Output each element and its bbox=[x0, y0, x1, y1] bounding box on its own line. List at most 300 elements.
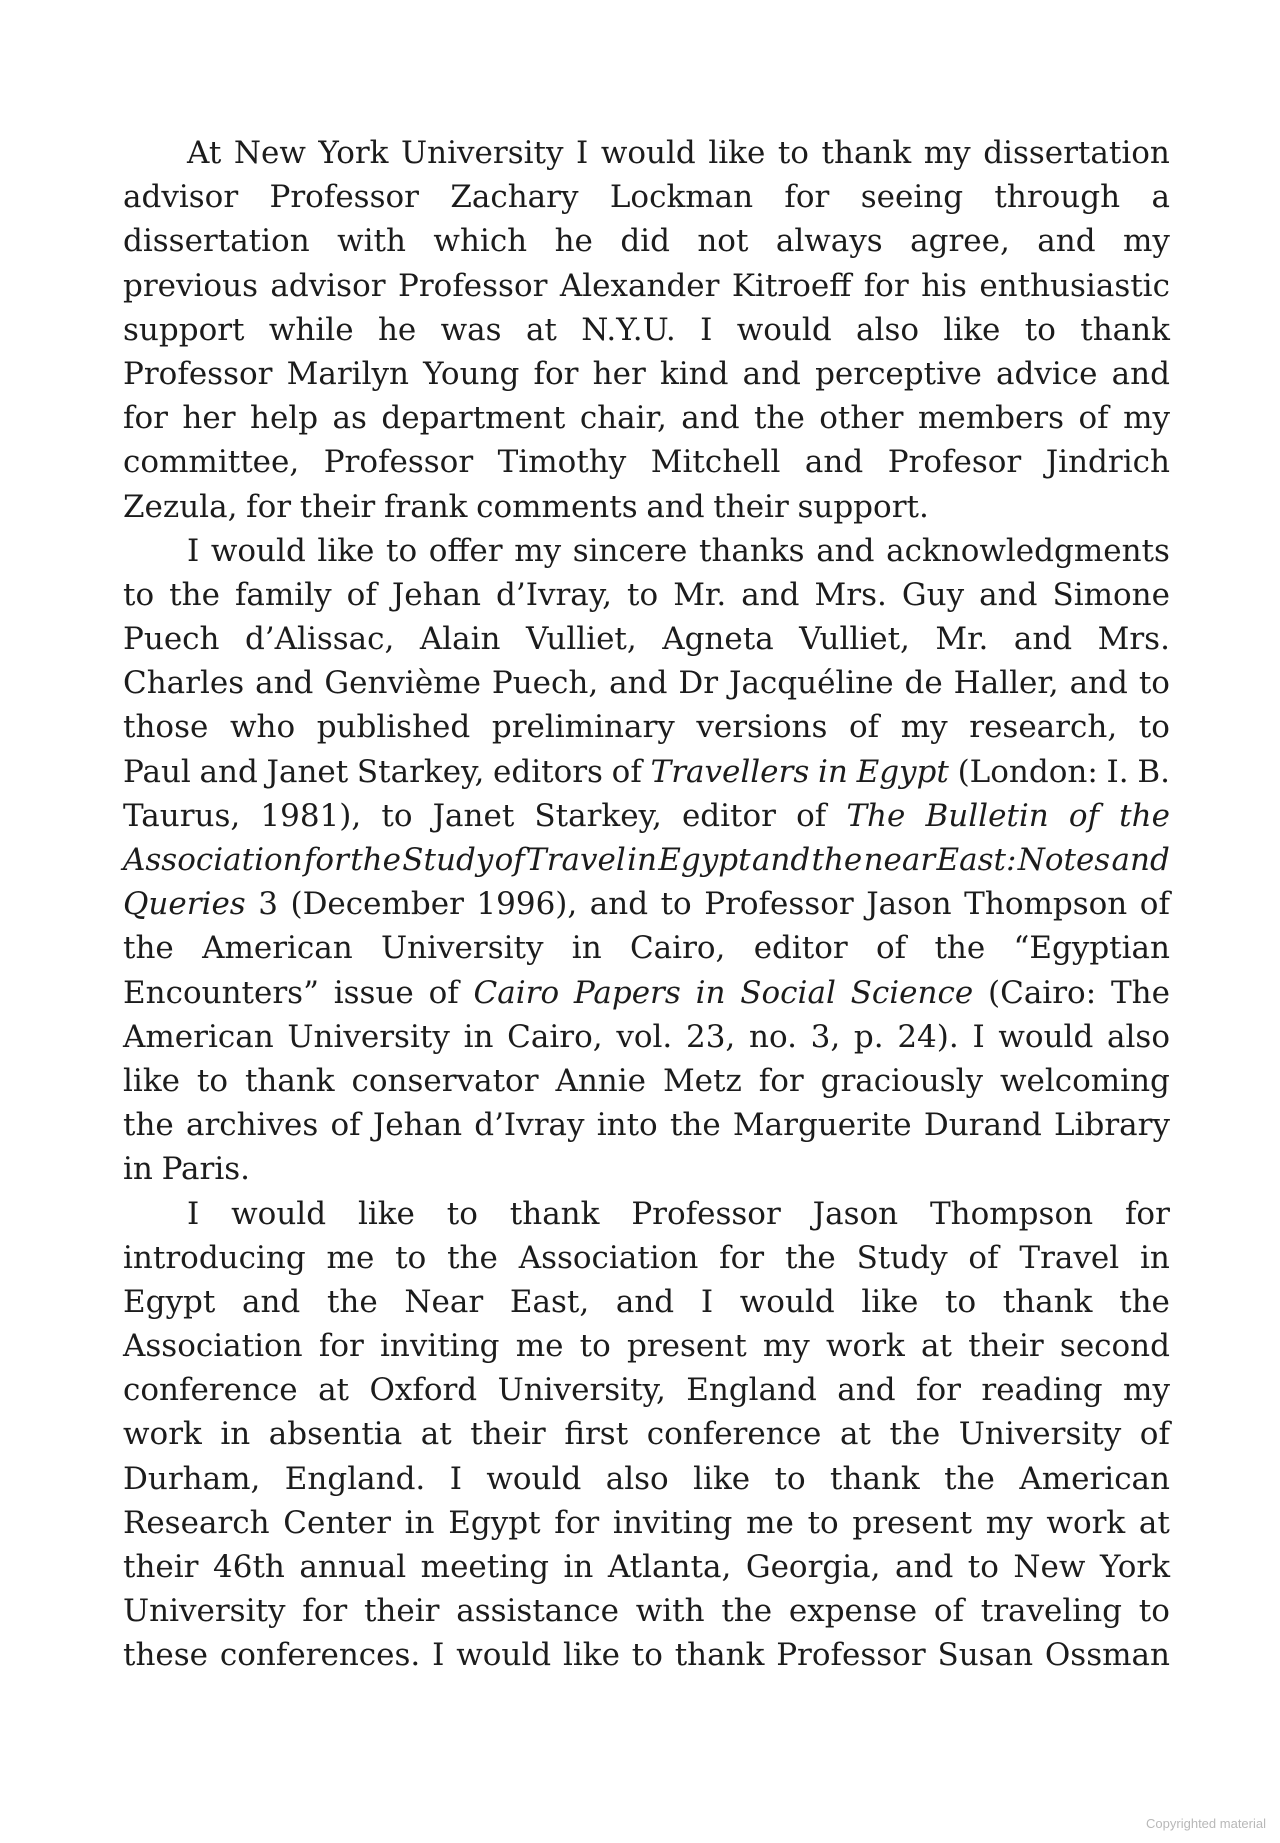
text-line bbox=[123, 750, 1170, 794]
word: in bbox=[627, 842, 657, 878]
word: research, bbox=[969, 709, 1118, 746]
word: at bbox=[525, 311, 557, 348]
word: me bbox=[326, 1239, 375, 1276]
word: Young bbox=[423, 355, 520, 392]
word: Encounters” bbox=[123, 974, 319, 1011]
word: present bbox=[852, 1504, 973, 1541]
word: I bbox=[187, 532, 200, 569]
word: these bbox=[123, 1637, 209, 1674]
word: published bbox=[316, 709, 471, 746]
word: Genvième bbox=[324, 665, 481, 702]
word: their bbox=[363, 1593, 440, 1630]
word: University bbox=[381, 930, 544, 967]
word: Kitroeff bbox=[731, 267, 852, 304]
text-line bbox=[123, 838, 1170, 882]
word: Oxford bbox=[369, 1372, 478, 1409]
word: would bbox=[736, 311, 832, 348]
word: Metz bbox=[662, 1062, 742, 1099]
word: would bbox=[456, 1637, 552, 1674]
word: of bbox=[346, 576, 377, 613]
word: to bbox=[196, 1062, 229, 1099]
word: in bbox=[123, 1151, 153, 1188]
word: in bbox=[220, 1416, 251, 1453]
word: and bbox=[646, 488, 705, 525]
word: and bbox=[241, 1283, 301, 1320]
word: Study bbox=[856, 1239, 948, 1276]
text-line bbox=[123, 529, 1170, 573]
word: Jacquéline bbox=[729, 665, 894, 702]
paragraph bbox=[123, 529, 1170, 1192]
word: I. bbox=[1106, 753, 1129, 790]
word: Professor bbox=[323, 444, 474, 481]
word: for bbox=[533, 355, 579, 392]
word: my bbox=[900, 709, 948, 746]
word: and bbox=[1069, 665, 1128, 702]
word: to bbox=[1024, 311, 1056, 348]
word: graciously bbox=[820, 1062, 984, 1099]
word: 23, bbox=[685, 1018, 736, 1055]
word: to bbox=[385, 532, 418, 569]
word: to bbox=[807, 1504, 839, 1541]
word: was bbox=[440, 311, 502, 348]
text-line bbox=[123, 1412, 1170, 1456]
word: to bbox=[631, 1637, 663, 1674]
word: my bbox=[1123, 1372, 1170, 1409]
word: Taurus, bbox=[123, 797, 241, 834]
word: Timothy bbox=[497, 444, 627, 481]
word: and bbox=[1013, 621, 1073, 658]
word: in bbox=[817, 753, 848, 790]
word: of bbox=[849, 709, 880, 746]
word: like bbox=[943, 311, 1001, 348]
word: of bbox=[611, 753, 642, 790]
word: versions bbox=[696, 709, 828, 746]
word: support. bbox=[797, 488, 929, 525]
word: Paul bbox=[123, 753, 191, 790]
word: to bbox=[395, 1239, 427, 1276]
word: like bbox=[317, 532, 375, 569]
text-line bbox=[123, 396, 1170, 440]
word: Travellers bbox=[650, 753, 810, 790]
word: American bbox=[123, 1018, 274, 1055]
word: expense bbox=[788, 1593, 918, 1630]
word: University bbox=[958, 1416, 1122, 1453]
word: the bbox=[754, 400, 805, 437]
word: 1981), bbox=[260, 797, 362, 834]
word: Study bbox=[402, 842, 494, 878]
word: second bbox=[1059, 1328, 1170, 1365]
copyright-watermark: Copyrighted material bbox=[1146, 1816, 1266, 1831]
text-line bbox=[123, 1015, 1170, 1059]
word: offer bbox=[428, 532, 503, 569]
text-line bbox=[123, 1059, 1170, 1103]
word: the bbox=[447, 1239, 498, 1276]
word: those bbox=[123, 709, 209, 746]
word: like bbox=[708, 135, 766, 171]
word: like bbox=[693, 1460, 751, 1497]
word: assistance bbox=[456, 1593, 619, 1630]
word: which bbox=[433, 223, 528, 260]
word: me bbox=[746, 1504, 794, 1541]
word: my bbox=[762, 1328, 810, 1365]
word: p. bbox=[853, 1018, 884, 1055]
word: in bbox=[571, 930, 602, 967]
text-line bbox=[123, 971, 1170, 1015]
word: Professor bbox=[704, 886, 854, 923]
text-line bbox=[123, 882, 1170, 926]
word: Paris. bbox=[161, 1151, 251, 1188]
word: Cairo bbox=[473, 974, 560, 1011]
word: (Cairo: bbox=[988, 974, 1097, 1011]
word: conference bbox=[123, 1372, 298, 1409]
word: and bbox=[255, 665, 314, 702]
text-line bbox=[123, 794, 1170, 838]
word: Travel bbox=[526, 842, 626, 878]
word: first bbox=[564, 1416, 629, 1453]
word: Simone bbox=[1052, 576, 1170, 613]
word: Jehan bbox=[372, 1107, 463, 1144]
word: editor bbox=[681, 797, 776, 834]
word: of bbox=[330, 1107, 361, 1144]
word: with bbox=[337, 223, 406, 260]
word: Zezula, bbox=[123, 488, 238, 525]
word: vol. bbox=[616, 1018, 673, 1055]
word: American bbox=[202, 930, 353, 967]
word: Mr. bbox=[673, 576, 727, 613]
word: would bbox=[210, 532, 306, 569]
word: and bbox=[837, 1372, 896, 1409]
word: University bbox=[123, 1593, 286, 1630]
word: he bbox=[554, 223, 593, 260]
word: Starkey, bbox=[534, 797, 662, 834]
word: committee, bbox=[123, 444, 300, 481]
word: my bbox=[985, 1504, 1033, 1541]
word: “Egyptian bbox=[1013, 930, 1170, 967]
word: Social bbox=[740, 974, 836, 1011]
word: University, bbox=[497, 1372, 666, 1409]
word: Association bbox=[123, 842, 303, 878]
word: like bbox=[562, 1637, 620, 1674]
word: and bbox=[681, 400, 740, 437]
word: their bbox=[299, 488, 376, 525]
word: (London: bbox=[957, 753, 1098, 790]
word: editor bbox=[753, 930, 848, 967]
word: Center bbox=[283, 1504, 391, 1541]
word: with bbox=[635, 1593, 705, 1630]
word: the bbox=[811, 842, 863, 878]
text-line bbox=[123, 926, 1170, 970]
word: Agneta bbox=[662, 621, 774, 658]
word: conservator bbox=[351, 1062, 539, 1099]
word: the bbox=[326, 1283, 378, 1320]
word: I bbox=[449, 1460, 462, 1497]
word: to bbox=[579, 1328, 611, 1365]
word: in bbox=[1139, 1239, 1170, 1276]
word: Mr. bbox=[935, 621, 989, 658]
word: to bbox=[1138, 1593, 1170, 1630]
word: Mitchell bbox=[650, 444, 781, 481]
word: of bbox=[428, 974, 459, 1011]
word: to bbox=[777, 135, 809, 171]
word: thank bbox=[821, 135, 912, 171]
word: her bbox=[182, 400, 236, 437]
word: Zachary bbox=[450, 179, 579, 216]
word: Janet bbox=[266, 753, 349, 790]
word: at bbox=[1138, 1504, 1170, 1541]
word: support bbox=[123, 311, 245, 348]
word: the bbox=[889, 1416, 941, 1453]
word: and bbox=[816, 532, 875, 569]
word: the bbox=[944, 1460, 995, 1497]
word: at bbox=[318, 1372, 350, 1409]
word: of bbox=[796, 797, 827, 834]
word: my bbox=[1123, 400, 1170, 437]
word: dissertation bbox=[123, 223, 310, 260]
word: work bbox=[826, 1328, 905, 1365]
word: my bbox=[1122, 223, 1170, 260]
word: conferences. bbox=[219, 1637, 421, 1674]
word: Bulletin bbox=[925, 797, 1049, 834]
word: of bbox=[876, 930, 907, 967]
text-line bbox=[123, 352, 1170, 396]
word: Professor bbox=[269, 179, 419, 216]
word: Puech, bbox=[491, 665, 599, 702]
word: East, bbox=[509, 1283, 590, 1320]
word: 24). bbox=[897, 1018, 959, 1055]
word: Jason bbox=[866, 886, 952, 923]
word: like bbox=[123, 1062, 180, 1099]
word: in bbox=[404, 1504, 435, 1541]
word: annual bbox=[299, 1549, 407, 1585]
word: Atlanta, bbox=[607, 1549, 732, 1585]
word: introducing bbox=[123, 1239, 306, 1276]
text-line bbox=[123, 617, 1170, 661]
word: American bbox=[1019, 1460, 1170, 1497]
word: I bbox=[700, 1283, 714, 1320]
word: thank bbox=[830, 1460, 920, 1497]
word: to bbox=[627, 576, 659, 613]
word: University bbox=[401, 135, 564, 171]
word: for bbox=[863, 267, 909, 304]
word: Guy bbox=[901, 576, 965, 613]
word: Susan bbox=[937, 1637, 1034, 1674]
word: of bbox=[968, 1239, 999, 1276]
word: The bbox=[1110, 974, 1170, 1011]
text-line bbox=[123, 308, 1170, 352]
word: advice bbox=[996, 355, 1098, 392]
paragraph bbox=[123, 1192, 1170, 1678]
word: the bbox=[721, 1593, 773, 1630]
word: for bbox=[916, 1372, 961, 1409]
word: present bbox=[627, 1328, 747, 1365]
text-line bbox=[123, 175, 1170, 219]
word: Marilyn bbox=[286, 355, 409, 392]
word: issue bbox=[333, 974, 414, 1011]
word: my bbox=[514, 532, 562, 569]
word: thank bbox=[509, 1195, 600, 1232]
word: 46th bbox=[213, 1549, 285, 1585]
word: Ossman bbox=[1044, 1637, 1170, 1674]
word: I bbox=[972, 1018, 985, 1055]
word: did bbox=[620, 223, 670, 260]
word: their bbox=[713, 488, 789, 525]
word: dissertation bbox=[983, 135, 1170, 171]
word: always bbox=[775, 223, 883, 260]
text-line bbox=[123, 440, 1170, 484]
word: editors bbox=[493, 753, 603, 790]
word: B. bbox=[1137, 753, 1170, 790]
word: Science bbox=[850, 974, 974, 1011]
word: and bbox=[1037, 223, 1096, 260]
word: for bbox=[303, 842, 349, 878]
word: Thompson bbox=[929, 1195, 1094, 1232]
text-line bbox=[123, 1457, 1170, 1501]
text-line bbox=[123, 1368, 1170, 1412]
word: and bbox=[1111, 355, 1170, 392]
word: Alain bbox=[419, 621, 501, 658]
word: for bbox=[758, 1062, 804, 1099]
text-line bbox=[123, 1147, 1170, 1191]
word: England. bbox=[284, 1460, 426, 1497]
word: and bbox=[589, 886, 649, 923]
word: work bbox=[123, 1416, 202, 1453]
word: into bbox=[596, 1107, 658, 1144]
word: Cairo, bbox=[507, 1018, 603, 1055]
word: the bbox=[1119, 797, 1170, 834]
word: Lockman bbox=[609, 179, 754, 216]
word: East: bbox=[936, 842, 1017, 878]
word: Association bbox=[518, 1239, 699, 1276]
word: chair, bbox=[579, 400, 667, 437]
word: inviting bbox=[612, 1504, 733, 1541]
word: I bbox=[432, 1637, 445, 1674]
word: not bbox=[697, 223, 749, 260]
text-line bbox=[123, 131, 1170, 175]
word: Vulliet, bbox=[799, 621, 910, 658]
word: Charles bbox=[123, 665, 245, 702]
word: her bbox=[592, 355, 646, 392]
word: Professor bbox=[397, 267, 548, 304]
word: like bbox=[357, 1195, 415, 1232]
text-line bbox=[123, 1236, 1170, 1280]
word: At bbox=[187, 135, 222, 171]
word: and bbox=[751, 842, 811, 878]
word: to bbox=[446, 1195, 478, 1232]
word: and bbox=[895, 1549, 954, 1585]
word: acknowledgments bbox=[886, 532, 1170, 569]
word: like bbox=[861, 1283, 919, 1320]
word: University bbox=[287, 1018, 450, 1055]
word: for bbox=[1124, 1195, 1170, 1232]
word: comments bbox=[476, 488, 638, 525]
word: welcoming bbox=[999, 1062, 1170, 1099]
word: Durham, bbox=[123, 1460, 261, 1497]
word: Notes bbox=[1017, 842, 1111, 878]
word: Thompson bbox=[964, 886, 1128, 923]
word: of bbox=[933, 1593, 965, 1630]
text-line bbox=[123, 661, 1170, 705]
word: Mrs. bbox=[1097, 621, 1170, 658]
word: advisor bbox=[123, 179, 239, 216]
word: Egypt bbox=[448, 1504, 541, 1541]
word: the bbox=[169, 576, 220, 613]
word: Professor bbox=[123, 355, 273, 392]
word: Vulliet, bbox=[525, 621, 637, 658]
text-line bbox=[123, 1192, 1170, 1236]
word: for bbox=[302, 1593, 348, 1630]
word: also bbox=[856, 311, 920, 348]
word: to bbox=[774, 1460, 806, 1497]
word: of bbox=[1078, 400, 1109, 437]
word: for bbox=[123, 400, 168, 437]
word: previous bbox=[123, 267, 258, 304]
word: while bbox=[268, 311, 354, 348]
word: family bbox=[234, 576, 332, 613]
word: conference bbox=[646, 1416, 822, 1453]
word: Papers bbox=[573, 974, 681, 1011]
word: Jindrich bbox=[1045, 444, 1170, 481]
word: as bbox=[332, 400, 367, 437]
word: I bbox=[187, 1195, 200, 1232]
word: and bbox=[1111, 842, 1170, 878]
word: other bbox=[819, 400, 904, 437]
word: sincere bbox=[572, 532, 688, 569]
word: reading bbox=[981, 1372, 1103, 1409]
word: York bbox=[1099, 1549, 1170, 1585]
word: their bbox=[968, 1328, 1044, 1365]
word: would bbox=[739, 1283, 835, 1320]
word: 3, bbox=[810, 1018, 841, 1055]
word: his bbox=[921, 267, 967, 304]
word: at bbox=[921, 1328, 952, 1365]
word: the bbox=[123, 1107, 174, 1144]
word: thank bbox=[674, 1637, 765, 1674]
word: of bbox=[1068, 797, 1100, 834]
word: seeing bbox=[860, 179, 964, 216]
word: at bbox=[839, 1416, 871, 1453]
word: and bbox=[742, 355, 801, 392]
word: Travel bbox=[1019, 1239, 1120, 1276]
text-line bbox=[123, 1545, 1170, 1589]
word: d’Ivray bbox=[474, 1107, 585, 1144]
text-line bbox=[123, 1324, 1170, 1368]
word: Puech bbox=[123, 621, 220, 658]
word: Queries bbox=[123, 886, 246, 923]
word: Professor bbox=[631, 1195, 781, 1232]
word: me bbox=[515, 1328, 564, 1365]
word: near bbox=[863, 842, 936, 878]
word: of bbox=[494, 842, 525, 878]
word: to bbox=[660, 886, 692, 923]
word: I bbox=[576, 135, 589, 171]
word: agree, bbox=[910, 223, 1010, 260]
word: d’Ivray, bbox=[496, 576, 613, 613]
word: the bbox=[784, 1239, 836, 1276]
word: the bbox=[669, 1107, 721, 1144]
word: Egypt bbox=[658, 842, 751, 878]
word: their bbox=[470, 1416, 546, 1453]
word: the bbox=[123, 930, 174, 967]
word: in bbox=[563, 1549, 594, 1585]
word: Research bbox=[123, 1504, 270, 1541]
word: Marguerite bbox=[732, 1107, 912, 1144]
word: at bbox=[420, 1416, 452, 1453]
word: Cairo, bbox=[629, 930, 726, 967]
word: the bbox=[350, 842, 401, 878]
word: Dr bbox=[678, 665, 719, 702]
paragraph bbox=[123, 131, 1170, 529]
word: thanks bbox=[699, 532, 805, 569]
